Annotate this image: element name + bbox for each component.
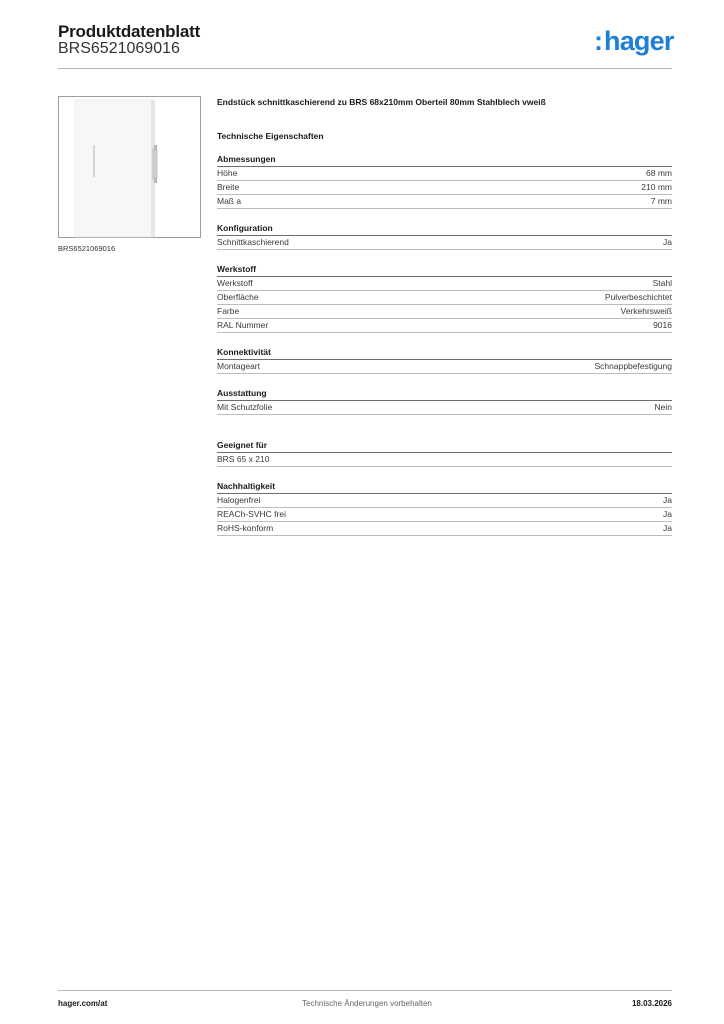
property-row (217, 494, 672, 508)
property-value: Ja (663, 523, 672, 533)
property-label: BRS 65 x 210 (217, 454, 270, 464)
property-label: Mit Schutzfolie (217, 402, 273, 412)
property-value: Ja (663, 237, 672, 247)
footer-disclaimer: Technische Änderungen vorbehalten (302, 999, 432, 1008)
property-value: 7 mm (650, 196, 672, 206)
property-row (217, 360, 672, 374)
property-row (217, 195, 672, 209)
property-label: Farbe (217, 306, 240, 316)
property-label: RAL Nummer (217, 320, 269, 330)
image-caption: BRS6521069016 (58, 244, 116, 253)
property-label: Breite (217, 182, 240, 192)
property-value: Verkehrsweiß (620, 306, 672, 316)
property-label: Oberfläche (217, 292, 259, 302)
section-title: Konfiguration (217, 222, 672, 236)
property-row (217, 277, 672, 291)
section-title: Ausstattung (217, 387, 672, 401)
product-details (217, 96, 672, 536)
property-value: Pulverbeschichtet (604, 292, 672, 302)
property-label: Maß a (217, 196, 242, 206)
section-title: Geeignet für (217, 439, 672, 453)
property-label: RoHS-konform (217, 523, 274, 533)
property-row (217, 167, 672, 181)
property-row (217, 305, 672, 319)
section-konfiguration (217, 222, 672, 250)
section-konnektivitaet (217, 346, 672, 374)
property-value: 68 mm (646, 168, 672, 178)
property-row (217, 508, 672, 522)
section-ausstattung (217, 387, 672, 415)
property-label: REACh-SVHC frei (217, 509, 286, 519)
property-row (217, 319, 672, 333)
property-row (217, 291, 672, 305)
section-title: Konnektivität (217, 346, 672, 360)
property-value: Ja (663, 495, 672, 505)
property-value: 210 mm (641, 182, 672, 192)
property-label: Werkstoff (217, 278, 253, 288)
footer-website: hager.com/at (58, 999, 108, 1008)
property-label: Halogenfrei (217, 495, 261, 505)
section-title: Abmessungen (217, 153, 672, 167)
property-row (217, 236, 672, 250)
footer-date: 18.03.2026 (631, 999, 672, 1008)
property-row (217, 522, 672, 536)
section-title: Werkstoff (217, 263, 672, 277)
property-value: Stahl (652, 278, 672, 288)
footer-divider (58, 990, 672, 991)
property-row (217, 181, 672, 195)
product-description: Endstück schnittkaschierend zu BRS 68x210mm Oberteil 80mm Stahlblech vweiß (217, 97, 546, 107)
property-row (217, 401, 672, 415)
product-number: BRS6521069016 (58, 40, 180, 57)
property-value: 9016 (653, 320, 672, 330)
header-divider (58, 68, 672, 69)
property-value: Ja (663, 509, 672, 519)
logo-text: hager (604, 26, 674, 56)
property-label: Schnittkaschierend (217, 237, 289, 247)
section-nachhaltigkeit (217, 480, 672, 536)
product-image (59, 97, 202, 239)
property-label: Montageart (217, 361, 260, 371)
property-row (217, 453, 672, 467)
section-werkstoff (217, 263, 672, 333)
section-geeignet-fuer (217, 439, 672, 467)
section-abmessungen (217, 153, 672, 209)
property-value: Nein (654, 402, 672, 412)
properties-heading: Technische Eigenschaften (217, 131, 324, 141)
section-title: Nachhaltigkeit (217, 480, 672, 494)
hager-logo: :hager (594, 26, 674, 56)
product-image-frame (58, 96, 201, 238)
page-title: Produktdatenblatt (58, 22, 201, 41)
property-value: Schnappbefestigung (594, 361, 672, 371)
property-label: Höhe (217, 168, 238, 178)
